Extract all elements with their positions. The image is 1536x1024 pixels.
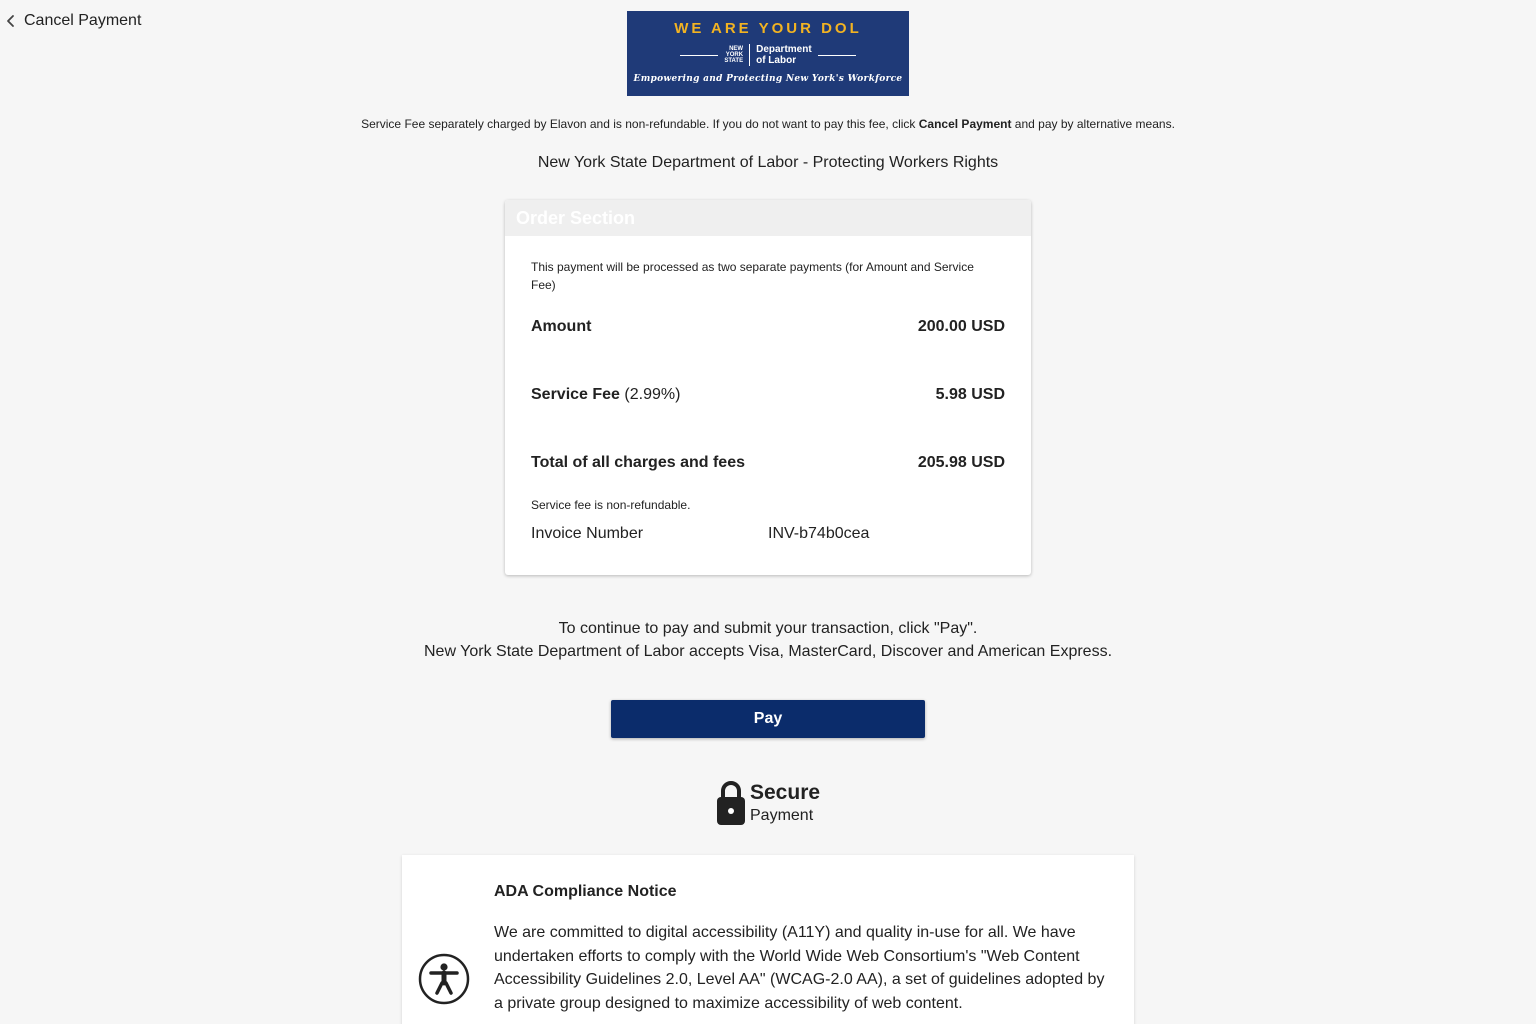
notice-text-2: and pay by alternative means. — [1011, 117, 1175, 131]
banner-divider — [749, 44, 750, 66]
secure-text — [750, 780, 820, 824]
secure-payment-badge — [716, 780, 820, 826]
dept-name-line2: of Labor — [756, 55, 797, 66]
notice-text-1: Service Fee separately charged by Elavon and is non-refundable. If you do not want to pay this fee, click — [361, 117, 919, 131]
service-fee-label: Service Fee — [531, 386, 620, 403]
nys-state-mark — [724, 46, 743, 64]
dept-name-line1: Department — [756, 44, 812, 55]
instructions-line2: New York State Department of Labor accepts Visa, MasterCard, Discover and American Express. — [423, 643, 1113, 660]
lock-icon — [716, 780, 746, 826]
order-section-card — [505, 200, 1031, 575]
notice-cancel-bold: Cancel Payment — [918, 117, 1012, 131]
banner-tagline-top: WE ARE YOUR DOL — [674, 20, 862, 37]
total-value: 205.98 USD — [917, 454, 1005, 471]
invoice-label: Invoice Number — [531, 525, 644, 542]
amount-value: 200.00 USD — [917, 318, 1005, 335]
state-mark-line: NEW — [729, 46, 744, 52]
service-fee-percent: (2.99%) — [624, 386, 681, 403]
total-row — [531, 454, 1005, 472]
service-fee-value: 5.98 USD — [935, 386, 1005, 403]
chevron-left-icon — [6, 14, 16, 28]
banner-tagline-bottom: Empowering and Protecting New York's Workforce — [633, 74, 903, 84]
nonrefundable-note: Service fee is non-refundable. — [531, 498, 691, 512]
instructions-line1: To continue to pay and submit your transaction, click "Pay". — [558, 620, 978, 637]
service-fee-row — [531, 386, 1005, 404]
amount-row — [531, 318, 1005, 336]
state-mark-line: STATE — [724, 58, 744, 64]
banner-dept-name — [756, 44, 812, 66]
dol-banner-logo — [627, 11, 909, 96]
banner-dept-row — [627, 44, 909, 66]
banner-rule-left — [680, 55, 718, 56]
pay-instructions — [0, 617, 1536, 663]
page-title: New York State Department of Labor - Protecting Workers Rights — [537, 154, 999, 171]
ada-body: We are committed to digital accessibility (A11Y) and quality in-use for all. We have undertaken efforts to comply with the World Wide Web Consortium's "Web Content Accessibility Guidelines 2.0, Level AA" (WCAG-2.0 AA), a set of guidelines adopted by a private group designed to maximize accessibility of web content. — [494, 924, 1105, 1012]
invoice-value: INV-b74b0cea — [768, 525, 870, 542]
secure-subtitle: Payment — [750, 807, 814, 824]
service-fee-label-group — [531, 386, 680, 404]
cancel-payment-link[interactable] — [6, 12, 141, 30]
order-note: This payment will be processed as two separate payments (for Amount and Service Fee) — [531, 260, 974, 292]
total-label: Total of all charges and fees — [531, 454, 745, 471]
secure-title: Secure — [750, 781, 821, 804]
ada-title: ADA Compliance Notice — [494, 883, 677, 900]
state-mark-line: YORK — [725, 52, 744, 58]
service-fee-notice — [0, 117, 1536, 131]
pay-button[interactable]: Pay — [611, 700, 925, 738]
cancel-payment-label: Cancel Payment — [24, 12, 142, 29]
ada-compliance-card — [402, 855, 1134, 1024]
amount-label: Amount — [531, 318, 592, 335]
banner-rule-right — [818, 55, 856, 56]
order-section-header: Order Section — [505, 200, 1031, 236]
accessibility-icon — [418, 953, 470, 1005]
